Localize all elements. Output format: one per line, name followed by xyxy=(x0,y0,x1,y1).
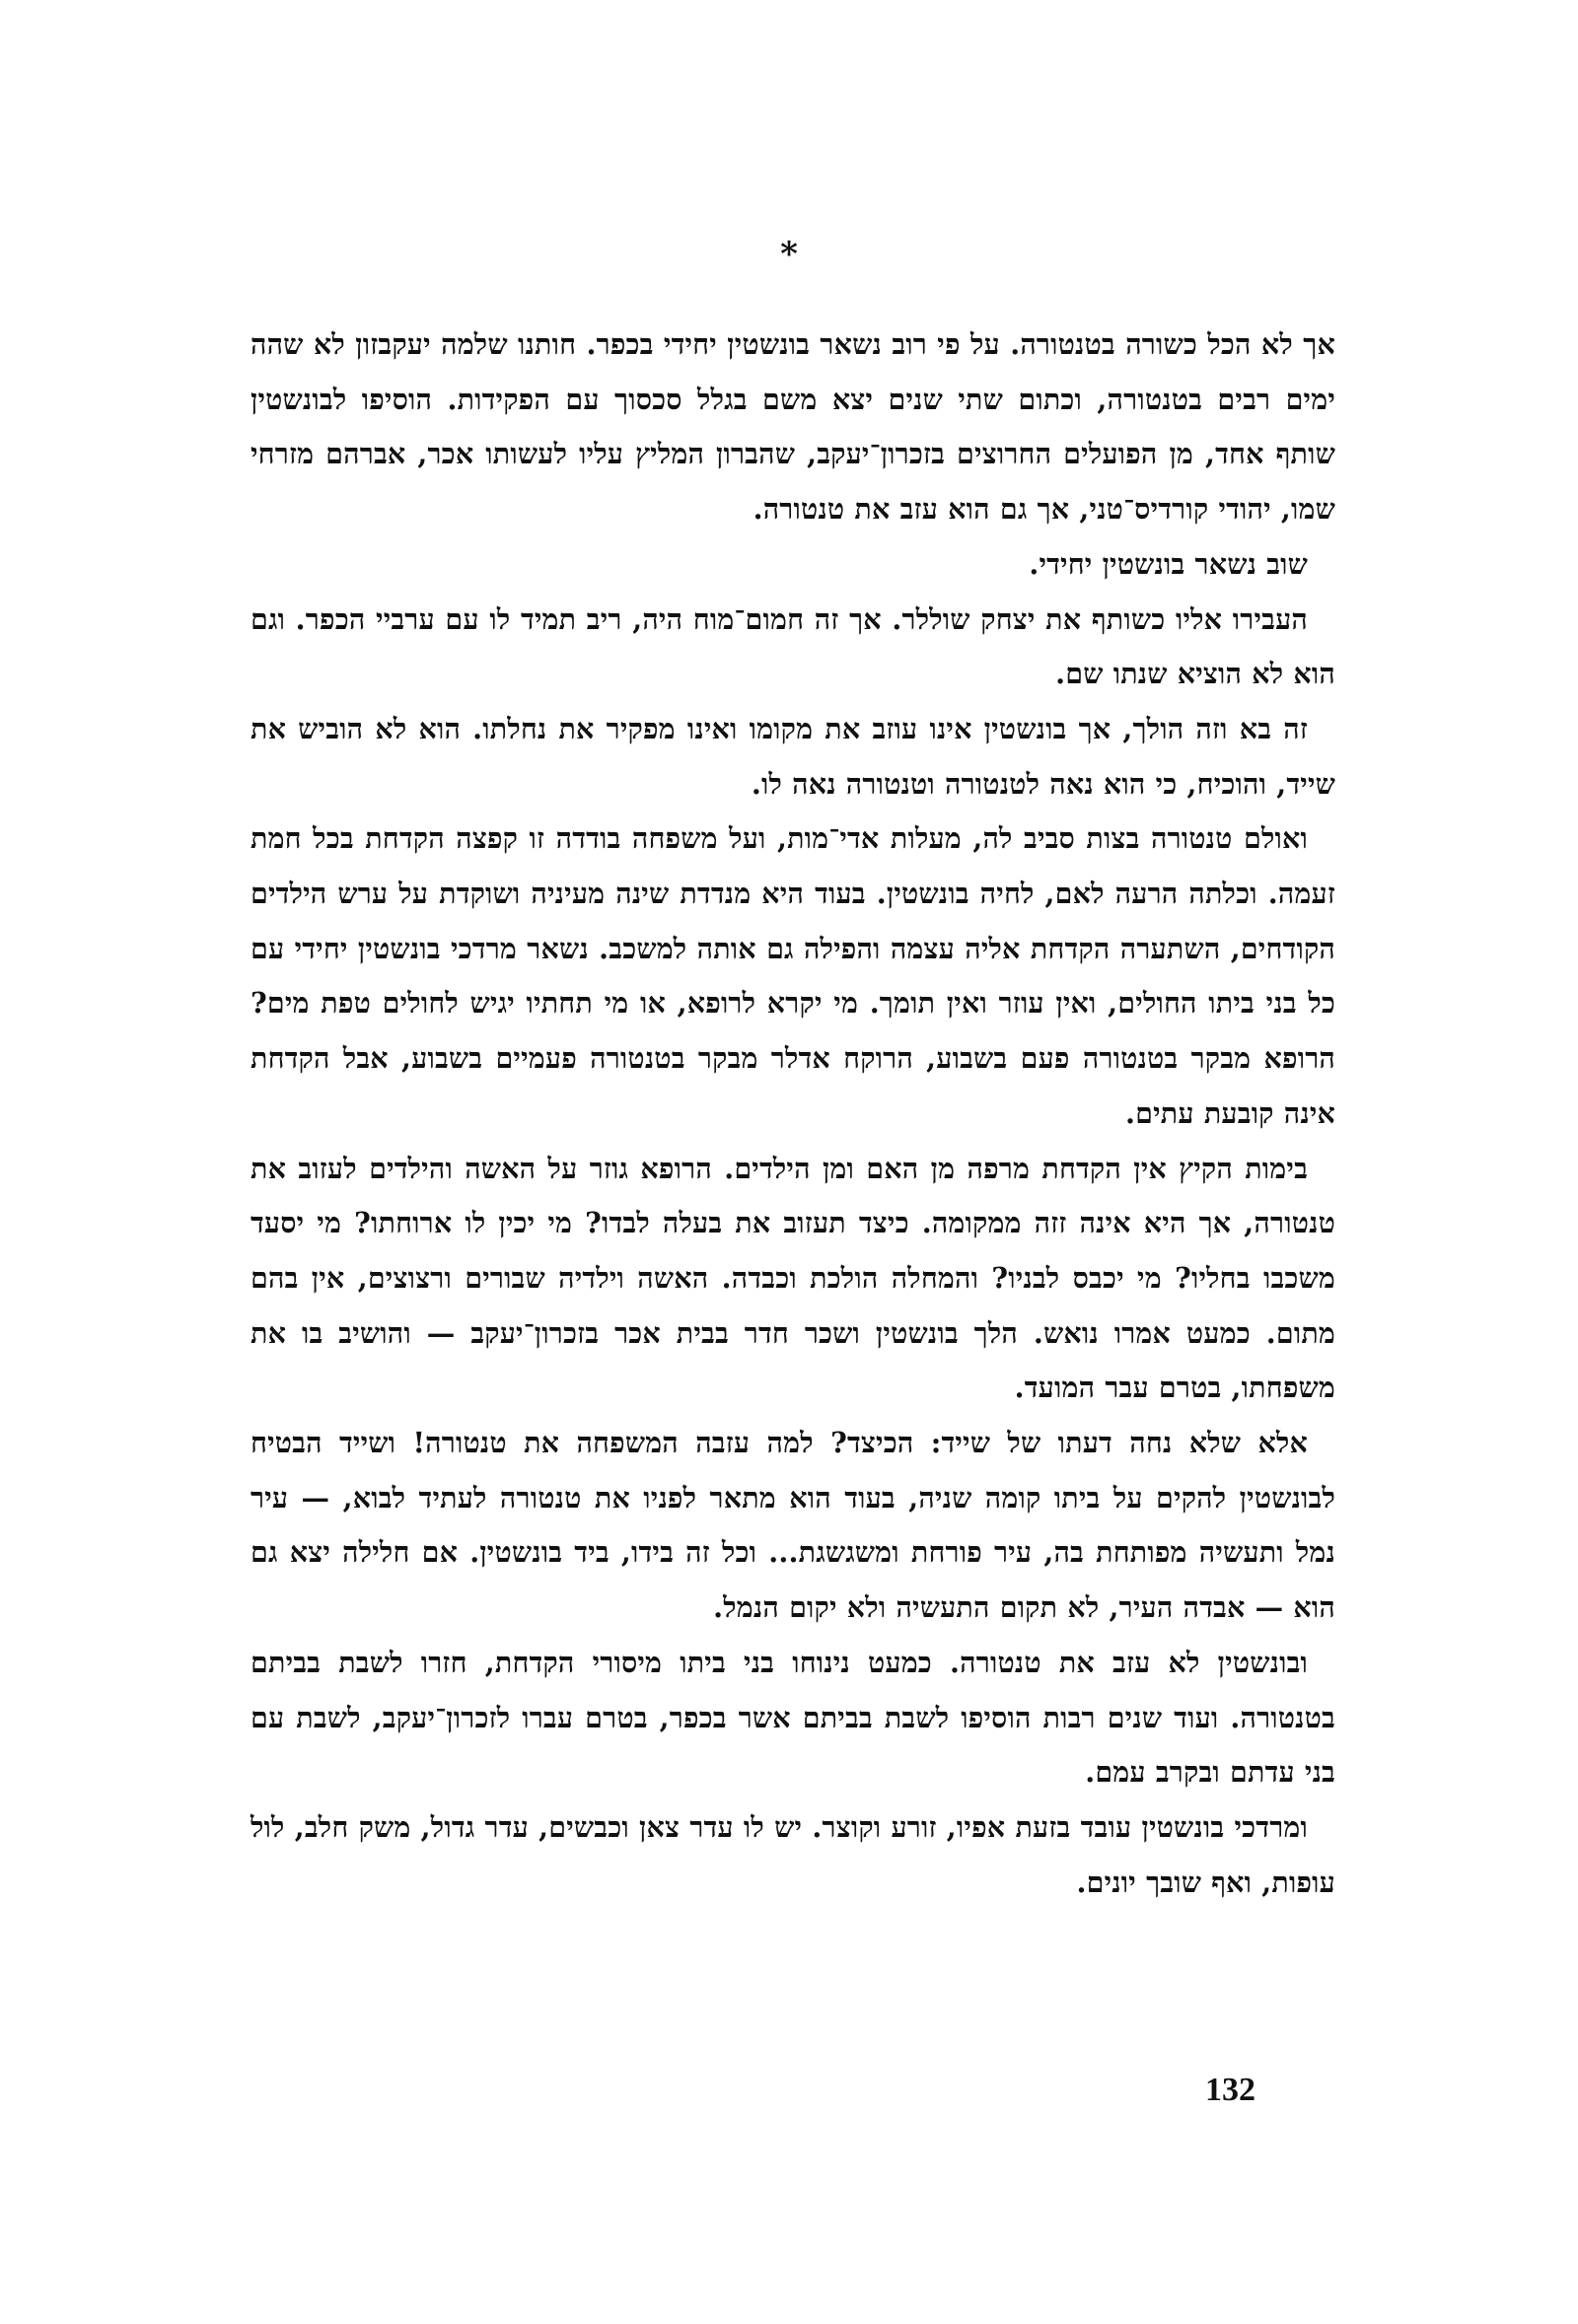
section-ornament: * xyxy=(780,235,798,274)
paragraph: אלא שלא נחה דעתו של שייד: הכיצד? למה עזבה המשפחה את טנטורה! ושייד הבטיח לבונשטין להקים על ביתו קומה שניה, בעוד הוא מתאר לפניו את טנטורה לעתיד לבוא, — עיר נמל ותעשיה מפותחת בה, עיר פורחת ומשגשגת... וכל זה בידו, ביד בונשטין. אם חלילה יצא גם הוא — אבדה העיר, לא תקום התעשיה ולא יקום הנמל. xyxy=(251,1426,1335,1625)
paragraph: העבירו אליו כשותף את יצחק שוללר. אך זה חמום־מוח היה, ריב תמיד לו עם ערביי הכפר. וגם הוא לא הוציא שנתו שם. xyxy=(251,601,1335,691)
page-number: 132 xyxy=(1205,2072,1255,2108)
paragraph: זה בא וזה הולך, אך בונשטין אינו עוזב את מקומו ואינו מפקיר את נחלתו. הוא לא הוביש את שייד, והוכיח, כי הוא נאה לטנטורה וטנטורה נאה לו. xyxy=(251,711,1335,801)
paragraph: ובונשטין לא עזב את טנטורה. כמעט נינוחו בני ביתו מיסורי הקדחת, חזרו לשבת בביתם בטנטורה. ועוד שנים רבות הוסיפו לשבת בביתם אשר בכפר, בטרם עברו לזכרון־יעקב, לשבת עם בני עדתם ובקרב עמם. xyxy=(251,1645,1335,1790)
paragraph: ומרדכי בונשטין עובד בזעת אפיו, זורע וקוצר. יש לו עדר צאן וכבשים, עדר גדול, משק חלב, לול עופות, ואף שובך יונים. xyxy=(251,1809,1335,1899)
paragraph: אך לא הכל כשורה בטנטורה. על פי רוב נשאר בונשטין יחידי בכפר. חותנו שלמה יעקבזון לא שהה ימים רבים בטנטורה, וכתום שתי שנים יצא משם בגלל סכסוך עם הפקידות. הוסיפו לבונשטין שותף אחד, מן הפועלים החרוצים בזכרון־יעקב, שהברון המליץ עליו לעשותו אכר, אברהם מזרחי שמו, יהודי קורדיס־טני, אך גם הוא עזב את טנטורה. xyxy=(251,327,1335,527)
paragraph: ואולם טנטורה בצות סביב לה, מעלות אדי־מות, ועל משפחה בודדה זו קפצה הקדחת בכל חמת זעמה. וכלתה הרעה לאם, לחיה בונשטין. בעוד היא מנדדת שינה מעיניה ושוקדת על ערש הילדים הקודחים, השתערה הקדחת אליה עצמה והפילה גם אותה למשכב. נשאר מרדכי בונשטין יחידי עם כל בני ביתו החולים, ואין עוזר ואין תומך. מי יקרא לרופא, או מי תחתיו יגיש לחולים טפת מים? הרופא מבקר בטנטורה פעם בשבוע, הרוקח אדלר מבקר בטנטורה פעמיים בשבוע, אבל הקדחת אינה קובעת עתים. xyxy=(251,821,1335,1130)
paragraph: שוב נשאר בונשטין יחידי. xyxy=(1029,546,1308,581)
body-text xyxy=(251,317,1335,1910)
paragraph: בימות הקיץ אין הקדחת מרפה מן האם ומן הילדים. הרופא גוזר על האשה והילדים לעזוב את טנטורה, אך היא אינה זזה ממקומה. כיצד תעזוב את בעלה לבדו? מי יכין לו ארוחתו? מי יסעד משכבו בחליו? מי יכבס לבניו? והמחלה הולכת וכבדה. האשה וילדיה שבורים ורצוצים, אין בהם מתום. כמעט אמרו נואש. הלך בונשטין ושכר חדר בבית אכר בזכרון־יעקב — והושיב בו את משפחתו, בטרם עבר המועד. xyxy=(251,1151,1335,1405)
